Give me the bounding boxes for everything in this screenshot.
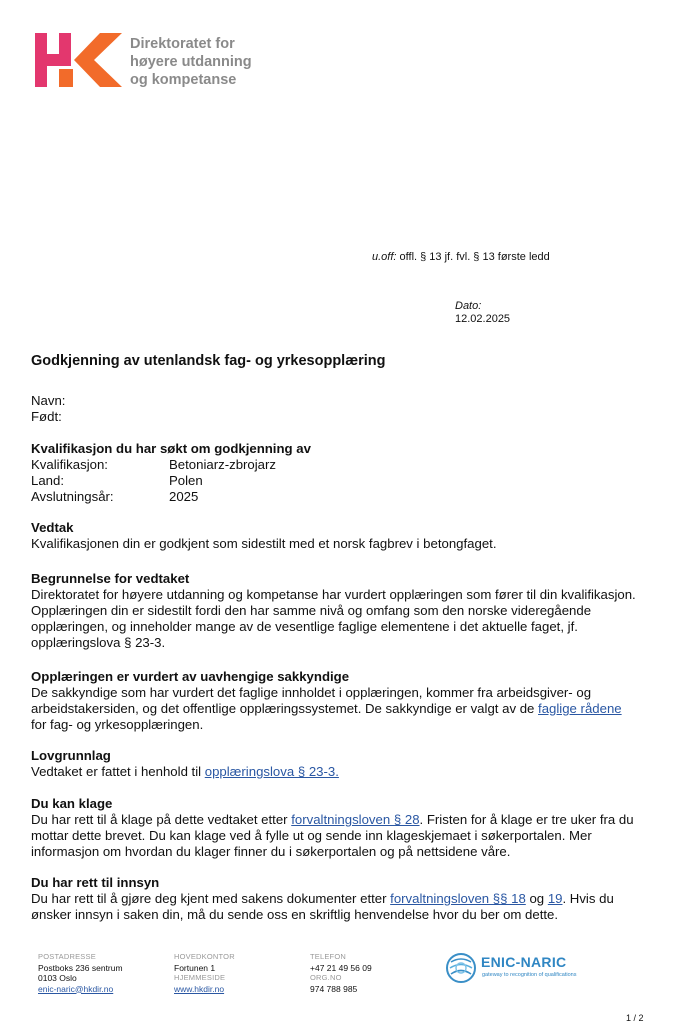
qualification-value: Betoniarz-zbrojarz (169, 457, 277, 472)
orgno-value: 974 788 985 (310, 983, 358, 994)
page-number: 1 / 2 (626, 1013, 644, 1023)
decision-text: Kvalifikasjonen din er godkjent som sidestilt med et norsk fagbrev i betongfaget. (31, 536, 497, 551)
appeal-text (31, 812, 643, 860)
person-block (31, 393, 646, 425)
classification (372, 251, 550, 263)
enic-globe-icon (445, 952, 477, 984)
qualification-row (31, 457, 646, 473)
appeal-heading: Du kan klage (31, 796, 113, 811)
phone-label: TELEFON (310, 952, 346, 961)
completion-year-row (31, 489, 646, 505)
legal-basis-section (31, 748, 646, 780)
experts-text-after: for fag- og yrkesopplæringen. (31, 717, 204, 732)
date-value: 12.02.2025 (455, 313, 511, 325)
access-section (31, 875, 643, 923)
access-text-after: . Hvis du ønsker innsyn i saken din, må du sende oss en skriftlig henvendelse hvor du ber om dette. (31, 891, 614, 922)
legal-basis-heading: Lovgrunnlag (31, 748, 111, 763)
website-link[interactable]: www.hkdir.no (174, 983, 225, 994)
office-label: HOVEDKONTOR (174, 952, 235, 961)
completion-year-label: Avslutningsår: (31, 489, 114, 504)
orgno-label: ORG.NO (310, 973, 342, 982)
logo-line-3: og kompetanse (130, 72, 237, 88)
logo-line-2: høyere utdanning (130, 54, 252, 70)
qualification-label: Kvalifikasjon: (31, 457, 108, 472)
enic-name: ENIC-NARIC (481, 954, 567, 970)
country-label: Land: (31, 473, 65, 488)
enic-naric-logo (445, 951, 595, 985)
email-link[interactable]: enic-naric@hkdir.no (38, 983, 114, 994)
footer-postal (38, 952, 123, 994)
hkdir-logo (34, 32, 124, 88)
qualification-section (31, 441, 646, 505)
appeal-section (31, 796, 643, 860)
faglige-radene-link[interactable]: faglige rådene (538, 701, 622, 716)
access-text-before: Du har rett til å gjøre deg kjent med sakens dokumenter etter (31, 891, 391, 906)
document-title: Godkjenning av utenlandsk fag- og yrkesopplæring (31, 353, 386, 369)
footer-office (174, 952, 235, 994)
reasoning-section (31, 571, 637, 651)
forvaltningsloven-18-link[interactable]: forvaltningsloven §§ 18 (390, 891, 526, 906)
logo-line-1: Direktoratet for (130, 36, 235, 52)
footer-contact (310, 952, 372, 994)
reasoning-heading: Begrunnelse for vedtaket (31, 571, 190, 586)
access-text (31, 891, 643, 923)
decision-section (31, 520, 646, 552)
experts-heading: Opplæringen er vurdert av uavhengige sakkyndige (31, 669, 350, 684)
qualification-heading: Kvalifikasjon du har søkt om godkjenning av (31, 441, 311, 456)
reasoning-text: Direktoratet for høyere utdanning og kompetanse har vurdert opplæringen som fører til din kvalifikasjon. Opplæringen din er sidestilt fordi den har samme nivå og omfang som den norske videregående opplæringen, og inneholder mange av de vesentlige faglige elementene i det aktuelle faget, jf. opplæringslova § 23-3. (31, 587, 636, 650)
experts-text-before: De sakkyndige som har vurdert det faglige innholdet i opplæringen, kommer fra arbeidsgiver- og arbeidstakersiden, og det offentlige opplæringssystemet. De sakkyndige er valgt av de (31, 685, 592, 716)
appeal-text-before: Du har rett til å klage på dette vedtaket etter (31, 812, 292, 827)
experts-text (31, 685, 637, 733)
name-label: Navn: (31, 393, 66, 408)
experts-section (31, 669, 637, 733)
country-row (31, 473, 646, 489)
postal-label: POSTADRESSE (38, 952, 96, 961)
date-label: Dato: (455, 300, 482, 312)
website-label: HJEMMESIDE (174, 973, 226, 982)
appeal-text-after: . Fristen for å klage er tre uker fra du mottar dette brevet. Du kan klage ved å fylle ut og sende inn klageskjemaet i søkerportalen. Mer informasjon om hvordan du klager finner du i søkerportalen og på nettsidene våre. (31, 812, 634, 859)
phone-value: +47 21 49 56 09 (310, 962, 372, 973)
country-value: Polen (169, 473, 203, 488)
office-value: Fortunen 1 (174, 962, 216, 973)
legal-basis-text-before: Vedtaket er fattet i henhold til (31, 764, 205, 779)
legal-basis-text (31, 764, 646, 780)
completion-year-value: 2025 (169, 489, 199, 504)
opplaeringslova-link[interactable]: opplæringslova § 23-3. (204, 764, 339, 779)
forvaltningsloven-28-link[interactable]: forvaltningsloven § 28 (291, 812, 420, 827)
decision-heading: Vedtak (31, 520, 74, 535)
access-heading: Du har rett til innsyn (31, 875, 160, 890)
classification-text: offl. § 13 jf. fvl. § 13 første ledd (399, 251, 550, 263)
postal-line-1: Postboks 236 sentrum (38, 962, 123, 973)
enic-tagline: gateway to recognition of qualifications (482, 972, 577, 978)
classification-prefix: u.off: (372, 251, 397, 263)
forvaltningsloven-19-link[interactable]: 19 (547, 891, 563, 906)
logo-text (130, 35, 252, 89)
born-label: Født: (31, 409, 62, 424)
access-text-mid: og (525, 891, 548, 906)
postal-line-2: 0103 Oslo (38, 973, 77, 983)
